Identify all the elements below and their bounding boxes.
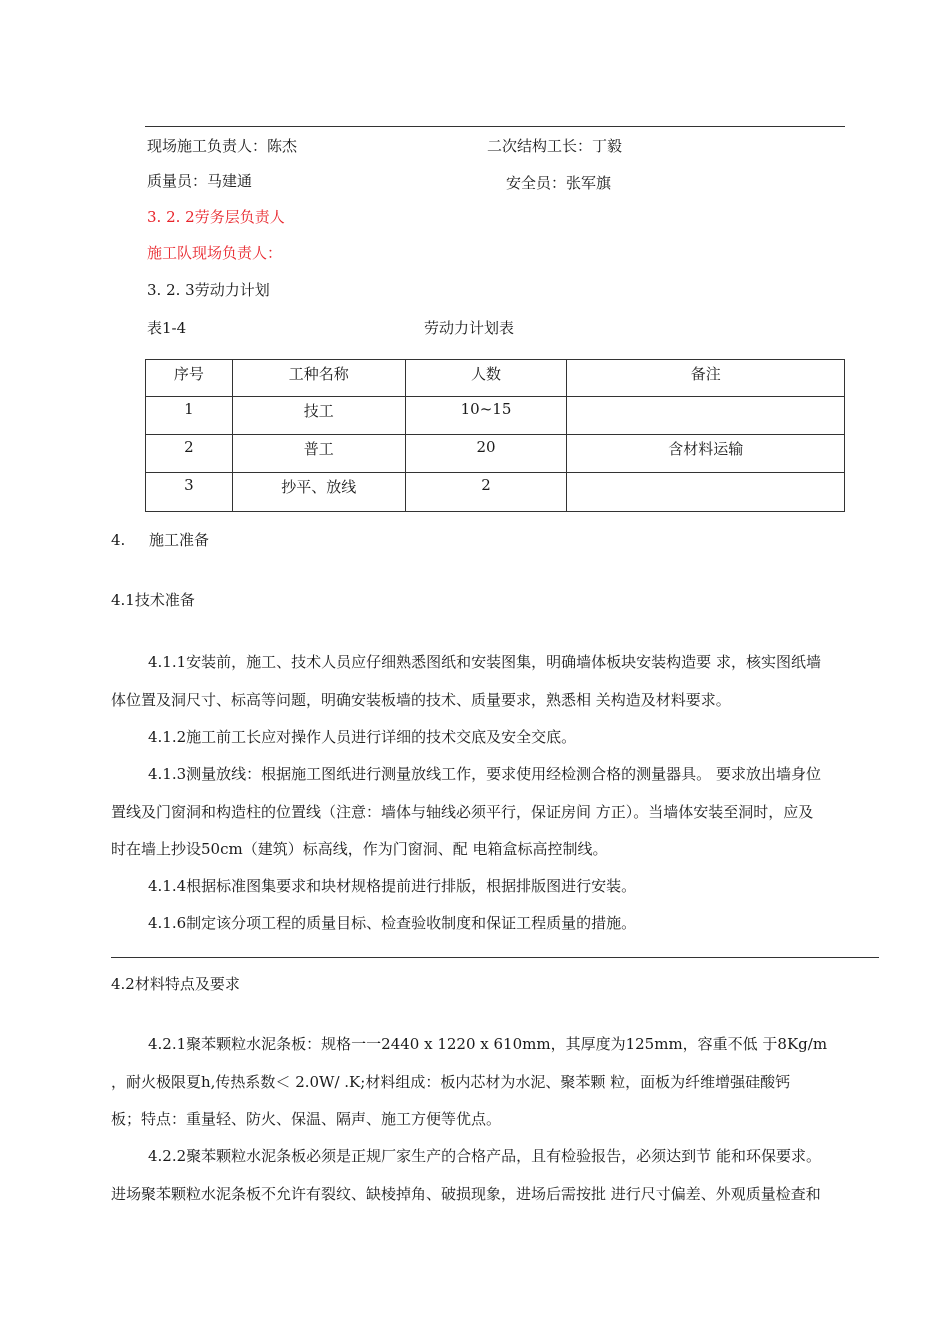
text-line: 时在墙上抄设50cm（建筑）标高线，作为门窗洞、配 电箱盒标高控制线。 [111,840,608,858]
labor-plan-table [145,359,845,512]
table-row [146,397,845,435]
table-cell: 含材料运输 [567,435,845,473]
text-line: 4.1.4根据标准图集要求和块材规格提前进行排版，根据排版图进行安装。 [148,877,637,895]
section-3-2-3-heading: 3. 2. 3劳动力计划 [147,281,270,299]
header-cell: 工种名称 [232,360,405,397]
text-line: 4.2.1聚苯颗粒水泥条板：规格一一2440 x 1220 x 610mm，其厚度为125mm，容重不低 于8Kg/m [148,1035,828,1053]
table-header-row [146,360,845,397]
table-cell: 3 [146,473,233,512]
section-divider [111,957,879,958]
text-line: 体位置及洞尺寸、标高等问题，明确安装板墙的技术、质量要求，熟悉相 关构造及材料要求。 [111,690,731,709]
text-line: 4.1.3测量放线：根据施工图纸进行测量放线工作，要求使用经检测合格的测量器具。 要求放出墙身位 [148,765,821,783]
header-cell: 人数 [405,360,567,397]
table-row [146,435,845,473]
safety-officer: 安全员：张军旗 [506,174,612,192]
text-line: 4.2.2聚苯颗粒水泥条板必须是正规厂家生产的合格产品，且有检验报告，必须达到节 能和环保要求。 [148,1147,821,1165]
top-divider [145,126,845,127]
secondary-foreman: 二次结构工长：丁毅 [487,137,623,155]
paragraph-4-1-4 [111,868,881,906]
paragraph-4-1-2 [111,719,881,757]
paragraph-4-1-1 [111,644,881,719]
text-line: 置线及门窗洞和构造柱的位置线（注意：墙体与轴线必须平行，保证房间 方正）。当墙体安装至洞时，应及 [111,802,814,821]
header-cell: 序号 [146,360,233,397]
paragraph-4-2-2 [111,1138,881,1213]
paragraph-4-1-3 [111,756,881,869]
paragraph-4-2-1 [111,1026,881,1139]
table-cell: 10~15 [405,397,567,435]
table-cell: 20 [405,435,567,473]
text-line: ，耐火极限夏h,传热系数＜ 2.0W/ .K;材料组成：板内芯材为水泥、聚苯颗 粒，面板为纤维增强硅酸钙 [111,1072,791,1091]
table-cell: 普工 [232,435,405,473]
header-cell: 备注 [567,360,845,397]
team-site-lead: 施工队现场负责人： [147,244,283,262]
table-cell: 1 [146,397,233,435]
text-line: 进场聚苯颗粒水泥条板不允许有裂纹、缺棱掉角、破损现象，进场后需按批 进行尺寸偏差、外观质量检查和 [111,1184,821,1203]
site-manager: 现场施工负责人：陈杰 [147,137,298,155]
paragraph-4-1-6 [111,905,881,943]
table-cell: 2 [146,435,233,473]
table-row [146,473,845,512]
table-label: 表1-4 [147,319,187,337]
section-4-1-heading: 4.1技术准备 [111,591,195,609]
table-cell [567,473,845,512]
section-3-2-2-heading: 3. 2. 2劳务层负责人 [147,208,285,226]
section-4-number: 4. [111,531,126,549]
quality-officer: 质量员：马建通 [147,172,253,190]
table-title: 劳动力计划表 [424,319,515,337]
section-4-2-heading: 4.2材料特点及要求 [111,975,240,993]
section-4-title: 施工准备 [149,531,210,549]
text-line: 4.1.6制定该分项工程的质量目标、检查验收制度和保证工程质量的措施。 [148,914,637,932]
table-cell: 抄平、放线 [232,473,405,512]
table-cell: 2 [405,473,567,512]
text-line: 4.1.1安装前，施工、技术人员应仔细熟悉图纸和安装图集，明确墙体板块安装构造要 求，核实图纸墙 [148,653,821,671]
table-cell [567,397,845,435]
text-line: 4.1.2施工前工长应对操作人员进行详细的技术交底及安全交底。 [148,728,577,746]
text-line: 板；特点：重量轻、防火、保温、隔声、施工方便等优点。 [111,1110,502,1128]
table-cell: 技工 [232,397,405,435]
